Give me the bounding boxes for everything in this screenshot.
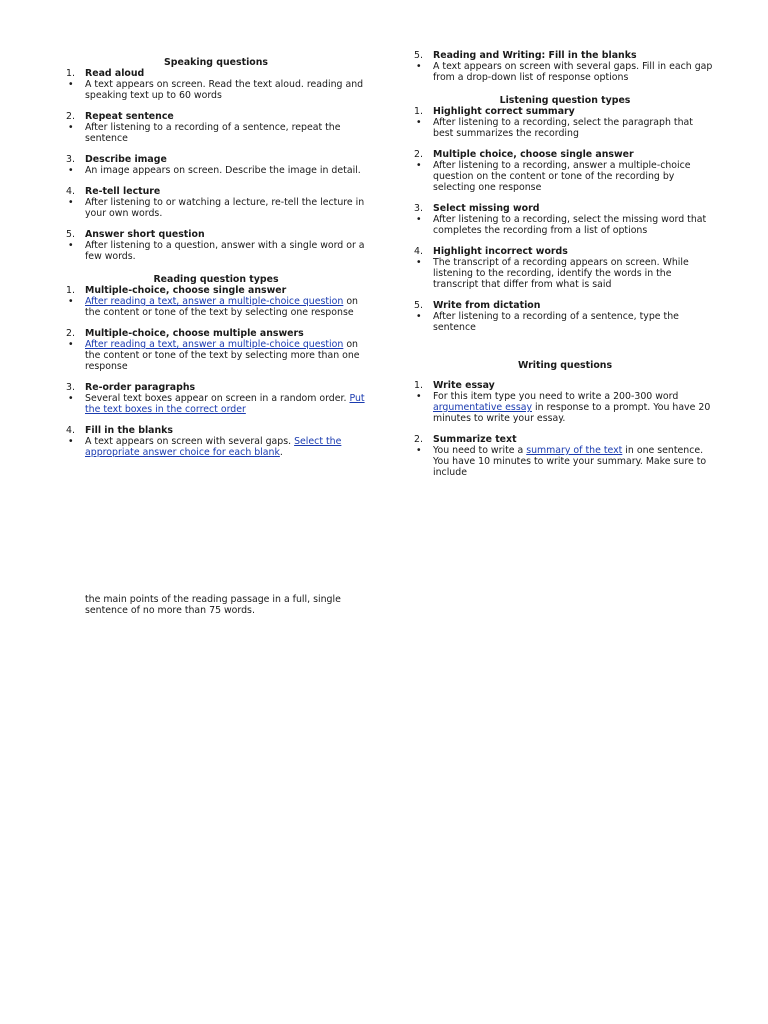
listening-item [414,246,716,290]
reading-heading: Reading question types [153,274,279,285]
mcq-multiple-link[interactable]: After reading a text, answer a multiple-choice question [85,339,344,350]
item-title: Highlight incorrect words [433,246,568,257]
item-description: • An image appears on screen. Describe the image in detail. [66,165,366,176]
item-title: Multiple choice, choose single answer [433,149,634,160]
item-number: 2. [414,434,423,445]
speaking-item [66,186,366,219]
item-number: 2. [66,111,75,122]
writing-item [414,434,716,478]
item-title: Repeat sentence [85,111,174,122]
item-description: • After reading a text, answer a multiple-choice question on the content or tone of the text by selecting one response [66,296,366,318]
listening-item [414,149,716,193]
left-column [66,57,366,468]
item-description: • After listening to a question, answer with a single word or a few words. [66,240,366,262]
writing-heading: Writing questions [517,360,613,371]
item-number: 3. [414,203,423,214]
item-title: Re-tell lecture [85,186,161,197]
item-title: Highlight correct summary [433,106,575,117]
item-description: • A text appears on screen. Read the text aloud. reading and speaking text up to 60 words [66,79,366,101]
item-title: Fill in the blanks [85,425,173,436]
item-title: Multiple-choice, choose single answer [85,285,287,296]
item-description: • After listening to a recording of a sentence, repeat the sentence [66,122,366,144]
item-number: 5. [414,300,423,311]
item-title: Summarize text [433,434,517,445]
item-description: • After reading a text, answer a multiple-choice question on the content or tone of the text by selecting more than one response [66,339,366,372]
speaking-item [66,229,366,262]
item-title: Answer short question [85,229,205,240]
item-number: 5. [66,229,75,240]
item-title: Write essay [433,380,495,391]
item-number: 2. [66,328,75,339]
speaking-item [66,111,366,144]
item-number: 4. [66,186,75,197]
item-number: 3. [66,382,75,393]
item-description: • A text appears on screen with several gaps. Select the appropriate answer choice for each blank. [66,436,366,458]
argumentative-essay-link[interactable]: argumentative essay [433,402,532,413]
item-number: 2. [414,149,423,160]
item-number: 1. [66,68,75,79]
item-description: • A text appears on screen with several gaps. Fill in each gap from a drop-down list of response options [414,61,716,83]
listening-heading: Listening question types [499,95,631,106]
item-description: • After listening to a recording, answer a multiple-choice question on the content or tone of the recording by selecting one response [414,160,716,193]
reading-item [66,285,366,318]
item-title: Re-order paragraphs [85,382,196,393]
reading-writing-item [414,50,716,83]
reorder-link[interactable]: Put the text boxes in the correct order [85,393,365,415]
item-description: • Several text boxes appear on screen in a random order. Put the text boxes in the correct order [66,393,366,415]
summary-of-text-link[interactable]: summary of the text [526,445,623,456]
item-number: 5. [414,50,423,61]
fill-blanks-link[interactable]: Select the appropriate answer choice for each blank [85,436,342,458]
item-number: 1. [414,380,423,391]
item-description: • You need to write a summary of the text in one sentence. You have 10 minutes to write your summary. Make sure to include [414,445,716,478]
item-description: • After listening to a recording, select the missing word that completes the recording from a list of options [414,214,716,236]
right-column [414,50,716,488]
speaking-item [66,68,366,101]
item-number: 4. [66,425,75,436]
item-title: Multiple-choice, choose multiple answers [85,328,304,339]
speaking-heading: Speaking questions [164,57,268,68]
item-title: Read aloud [85,68,145,79]
item-title: Reading and Writing: Fill in the blanks [433,50,637,61]
item-number: 4. [414,246,423,257]
item-title: Write from dictation [433,300,541,311]
listening-item [414,106,716,139]
reading-item [66,425,366,458]
continued-text: the main points of the reading passage in a full, single sentence of no more than 75 words. [85,594,341,616]
listening-item [414,203,716,236]
item-description: • After listening to or watching a lecture, re-tell the lecture in your own words. [66,197,366,219]
item-title: Select missing word [433,203,540,214]
item-description: • The transcript of a recording appears on screen. While listening to the recording, identify the words in the transcript that differ from what is said [414,257,716,290]
item-title: Describe image [85,154,167,165]
item-description: • After listening to a recording of a sentence, type the sentence [414,311,716,333]
reading-item [66,328,366,372]
item-description: • For this item type you need to write a 200-300 word argumentative essay in response to a prompt. You have 20 minutes to write your essay. [414,391,716,424]
item-number: 1. [414,106,423,117]
item-number: 3. [66,154,75,165]
reading-item [66,382,366,415]
item-description: • After listening to a recording, select the paragraph that best summarizes the recording [414,117,716,139]
item-number: 1. [66,285,75,296]
writing-item [414,380,716,424]
listening-item [414,300,716,333]
mcq-single-link[interactable]: After reading a text, answer a multiple-choice question [85,296,344,307]
speaking-item [66,154,366,176]
